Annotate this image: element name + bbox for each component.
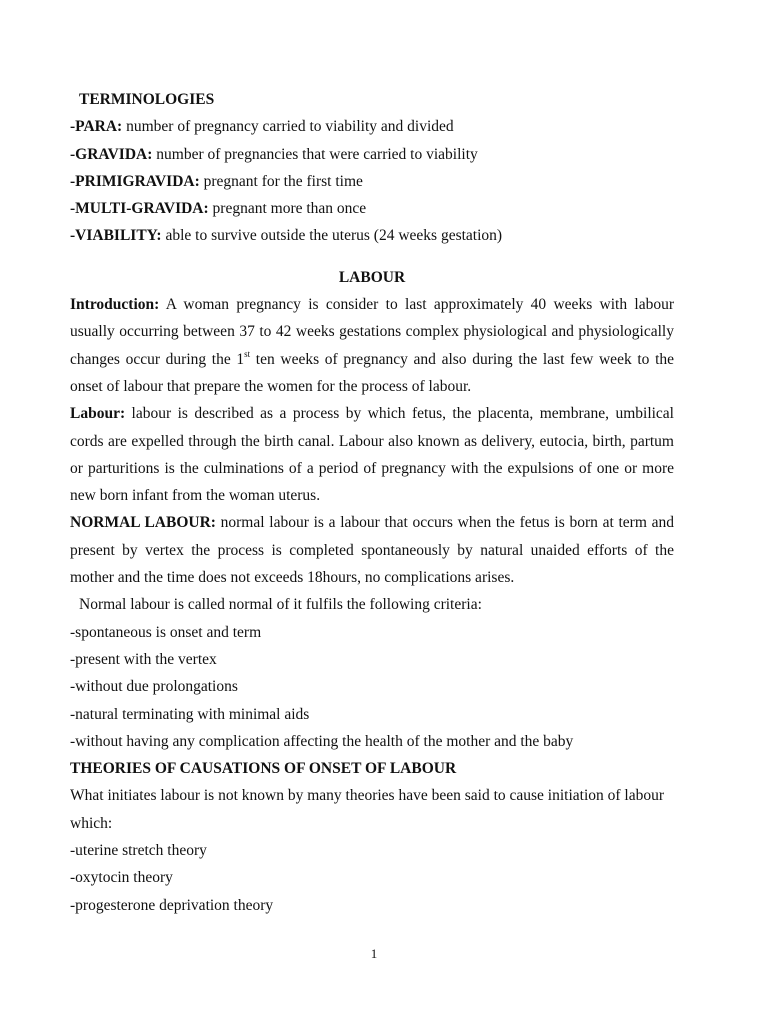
term-item-multigravida: -MULTI-GRAVIDA: pregnant more than once bbox=[70, 200, 367, 218]
theory-item: -oxytocin theory bbox=[70, 869, 173, 887]
term-item-gravida: -GRAVIDA: number of pregnancies that were carried to viability bbox=[70, 145, 478, 163]
theories-intro: What initiates labour is not known by many theories have been said to cause initiation of labour which: bbox=[70, 787, 665, 832]
theories-heading: THEORIES OF CAUSATIONS OF ONSET OF LABOUR bbox=[70, 760, 457, 778]
normal-labour-paragraph: NORMAL LABOUR: normal labour is a labour that occurs when the fetus is born at term and present by vertex the process is completed spontaneously by natural unaided efforts of the mother and the time does not exceeds 18hours, no complications arises. bbox=[70, 514, 674, 587]
criteria-item: -present with the vertex bbox=[70, 650, 217, 668]
terminologies-heading: TERMINOLOGIES bbox=[79, 91, 215, 108]
labour-definition-paragraph: Labour: labour is described as a process by which fetus, the placenta, membrane, umbilical cords are expelled through the birth canal. Labour also known as delivery, eutocia, birth, partum or parturitions is the culminations of a period of pregnancy with the expulsions of one or more new born infant from the woman uterus. bbox=[70, 405, 674, 505]
theory-item: -uterine stretch theory bbox=[70, 842, 207, 860]
criteria-intro: Normal labour is called normal of it fulfils the following criteria: bbox=[79, 596, 482, 614]
introduction-paragraph: Introduction: A woman pregnancy is consider to last approximately 40 weeks with labour usually occurring between 37 to 42 weeks gestations complex physiological and physiologically changes occur during the 1st ten weeks of pregnancy and also during the last few week to the onset of labour that prepare the women for the process of labour. bbox=[70, 296, 674, 395]
term-item-primigravida: -PRIMIGRAVIDA: pregnant for the first time bbox=[70, 172, 363, 190]
term-item-viability: -VIABILITY: able to survive outside the uterus (24 weeks gestation) bbox=[70, 227, 503, 245]
term-item-para: -PARA: number of pregnancy carried to viability and divided bbox=[70, 118, 454, 136]
criteria-item: -natural terminating with minimal aids bbox=[70, 705, 310, 723]
page-number: 1 bbox=[370, 946, 378, 961]
document-page bbox=[70, 86, 674, 919]
criteria-item: -without due prolongations bbox=[70, 678, 238, 696]
theory-item: -progesterone deprivation theory bbox=[70, 896, 274, 914]
criteria-item: -without having any complication affecting the health of the mother and the baby bbox=[70, 732, 574, 750]
labour-heading: LABOUR bbox=[338, 268, 406, 286]
criteria-item: -spontaneous is onset and term bbox=[70, 623, 262, 641]
